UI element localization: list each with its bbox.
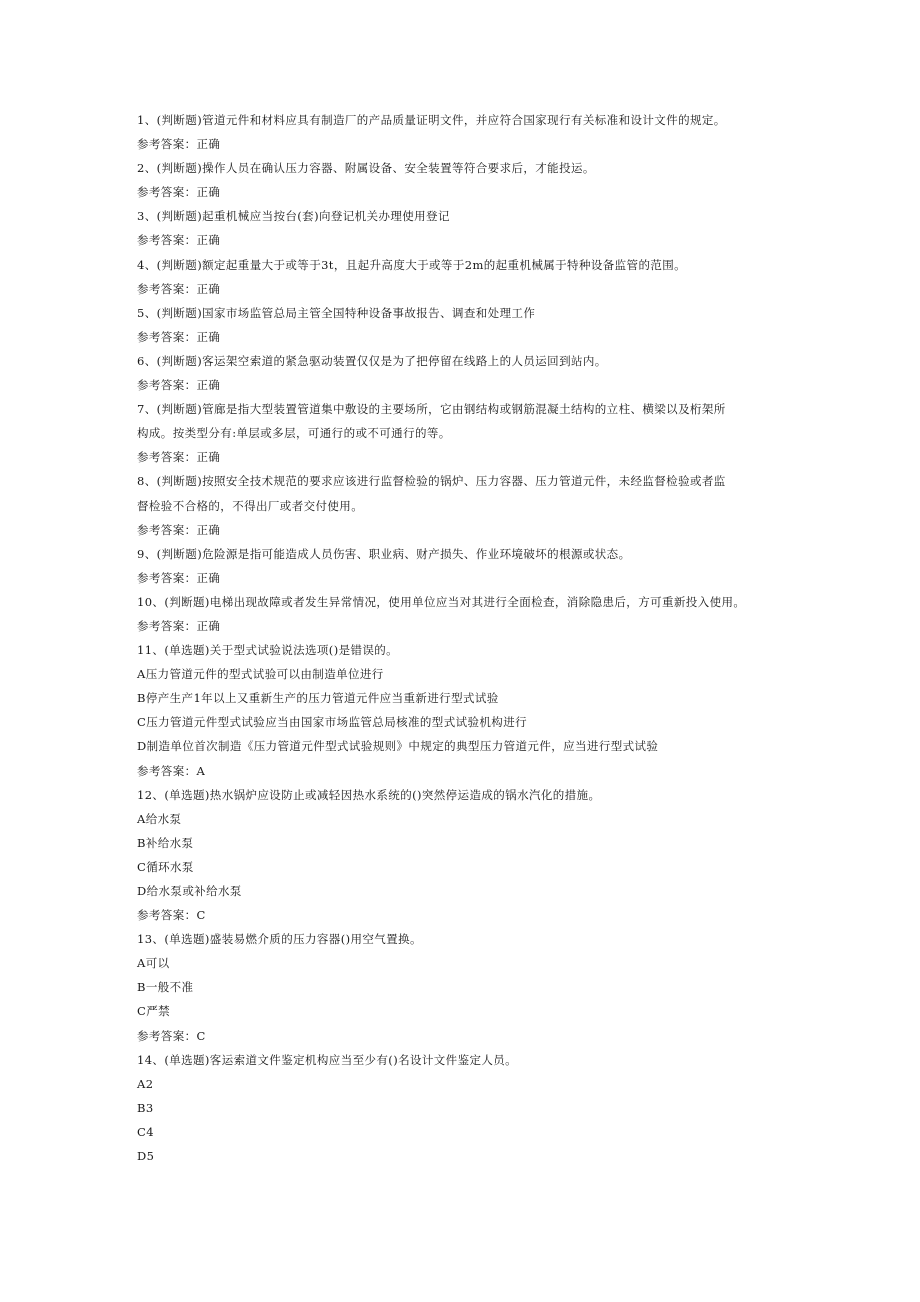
- question-4-text: 4、(判断题)额定起重量大于或等于3t，且起升高度大于或等于2m的起重机械属于特种设备监管的范围。: [137, 257, 687, 272]
- answer-1: 参考答案：正确: [137, 137, 221, 152]
- question-6-text: 6、(判断题)客运架空索道的紧急驱动装置仅仅是为了把停留在线路上的人员运回到站内。: [137, 353, 607, 368]
- question-12-option-b: B补给水泵: [137, 835, 194, 850]
- question-14-option-c: C4: [137, 1124, 154, 1139]
- question-12-option-a: A给水泵: [137, 811, 182, 826]
- question-13-option-c: C严禁: [137, 1004, 170, 1019]
- question-13-text: 13、(单选题)盛装易燃介质的压力容器()用空气置换。: [137, 932, 422, 947]
- question-8-text-cont: 督检验不合格的，不得出厂或者交付使用。: [137, 498, 364, 513]
- question-8-text: 8、(判断题)按照安全技术规范的要求应该进行监督检验的锅炉、压力容器、压力管道元件，未经监督检验或者监: [137, 474, 726, 489]
- answer-13: 参考答案：C: [137, 1028, 206, 1043]
- question-11-option-d: D制造单位首次制造《压力管道元件型式试验规则》中规定的典型压力管道元件，应当进行型式试验: [137, 739, 659, 754]
- answer-2: 参考答案：正确: [137, 185, 221, 200]
- question-13-option-a: A可以: [137, 956, 170, 971]
- question-14-option-d: D5: [137, 1149, 155, 1164]
- answer-8: 参考答案：正确: [137, 522, 221, 537]
- answer-11: 参考答案：A: [137, 763, 206, 778]
- question-1-text: 1、(判断题)管道元件和材料应具有制造厂的产品质量证明文件，并应符合国家现行有关标准和设计文件的规定。: [137, 113, 726, 127]
- answer-4: 参考答案：正确: [137, 281, 221, 296]
- question-7-text-cont: 构成。按类型分有:单层或多层，可通行的或不可通行的等。: [137, 426, 451, 441]
- question-5-text: 5、(判断题)国家市场监管总局主管全国特种设备事故报告、调查和处理工作: [137, 305, 536, 320]
- answer-5: 参考答案：正确: [137, 329, 221, 344]
- question-9-text: 9、(判断题)危险源是指可能造成人员伤害、职业病、财产损失、作业环境破坏的根源或状态。: [137, 546, 631, 561]
- answer-9: 参考答案：正确: [137, 570, 221, 585]
- question-12-option-c: C循环水泵: [137, 859, 194, 874]
- answer-7: 参考答案：正确: [137, 450, 221, 465]
- answer-12: 参考答案：C: [137, 908, 206, 923]
- question-2-text: 2、(判断题)操作人员在确认压力容器、附属设备、安全装置等符合要求后，才能投运。: [137, 161, 595, 176]
- question-3-text: 3、(判断题)起重机械应当按台(套)向登记机关办理使用登记: [137, 209, 450, 224]
- answer-6: 参考答案：正确: [137, 378, 221, 393]
- document-body: [137, 108, 817, 1168]
- question-14-option-a: A2: [137, 1076, 154, 1091]
- question-11-option-c: C压力管道元件型式试验应当由国家市场监管总局核准的型式试验机构进行: [137, 715, 527, 730]
- question-11-option-b: B停产生产1年以上又重新生产的压力管道元件应当重新进行型式试验: [137, 691, 499, 706]
- question-14-text: 14、(单选题)客运索道文件鉴定机构应当至少有()名设计文件鉴定人员。: [137, 1052, 518, 1067]
- question-13-option-b: B一般不准: [137, 980, 194, 995]
- question-11-option-a: A压力管道元件的型式试验可以由制造单位进行: [137, 667, 384, 682]
- question-12-option-d: D给水泵或补给水泵: [137, 884, 242, 898]
- question-10-text: 10、(判断题)电梯出现故障或者发生异常情况，使用单位应当对其进行全面检查，消除隐患后，方可重新投入使用。: [137, 594, 746, 609]
- answer-3: 参考答案：正确: [137, 233, 221, 248]
- answer-10: 参考答案：正确: [137, 618, 221, 633]
- question-7-text: 7、(判断题)管廊是指大型装置管道集中敷设的主要场所，它由钢结构或钢筋混凝土结构的立柱、横梁以及桁架所: [137, 402, 726, 417]
- question-14-option-b: B3: [137, 1100, 154, 1115]
- question-11-text: 11、(单选题)关于型式试验说法选项()是错误的。: [137, 643, 399, 658]
- question-12-text: 12、(单选题)热水锅炉应设防止或减轻因热水系统的()突然停运造成的锅水汽化的措施。: [137, 787, 601, 802]
